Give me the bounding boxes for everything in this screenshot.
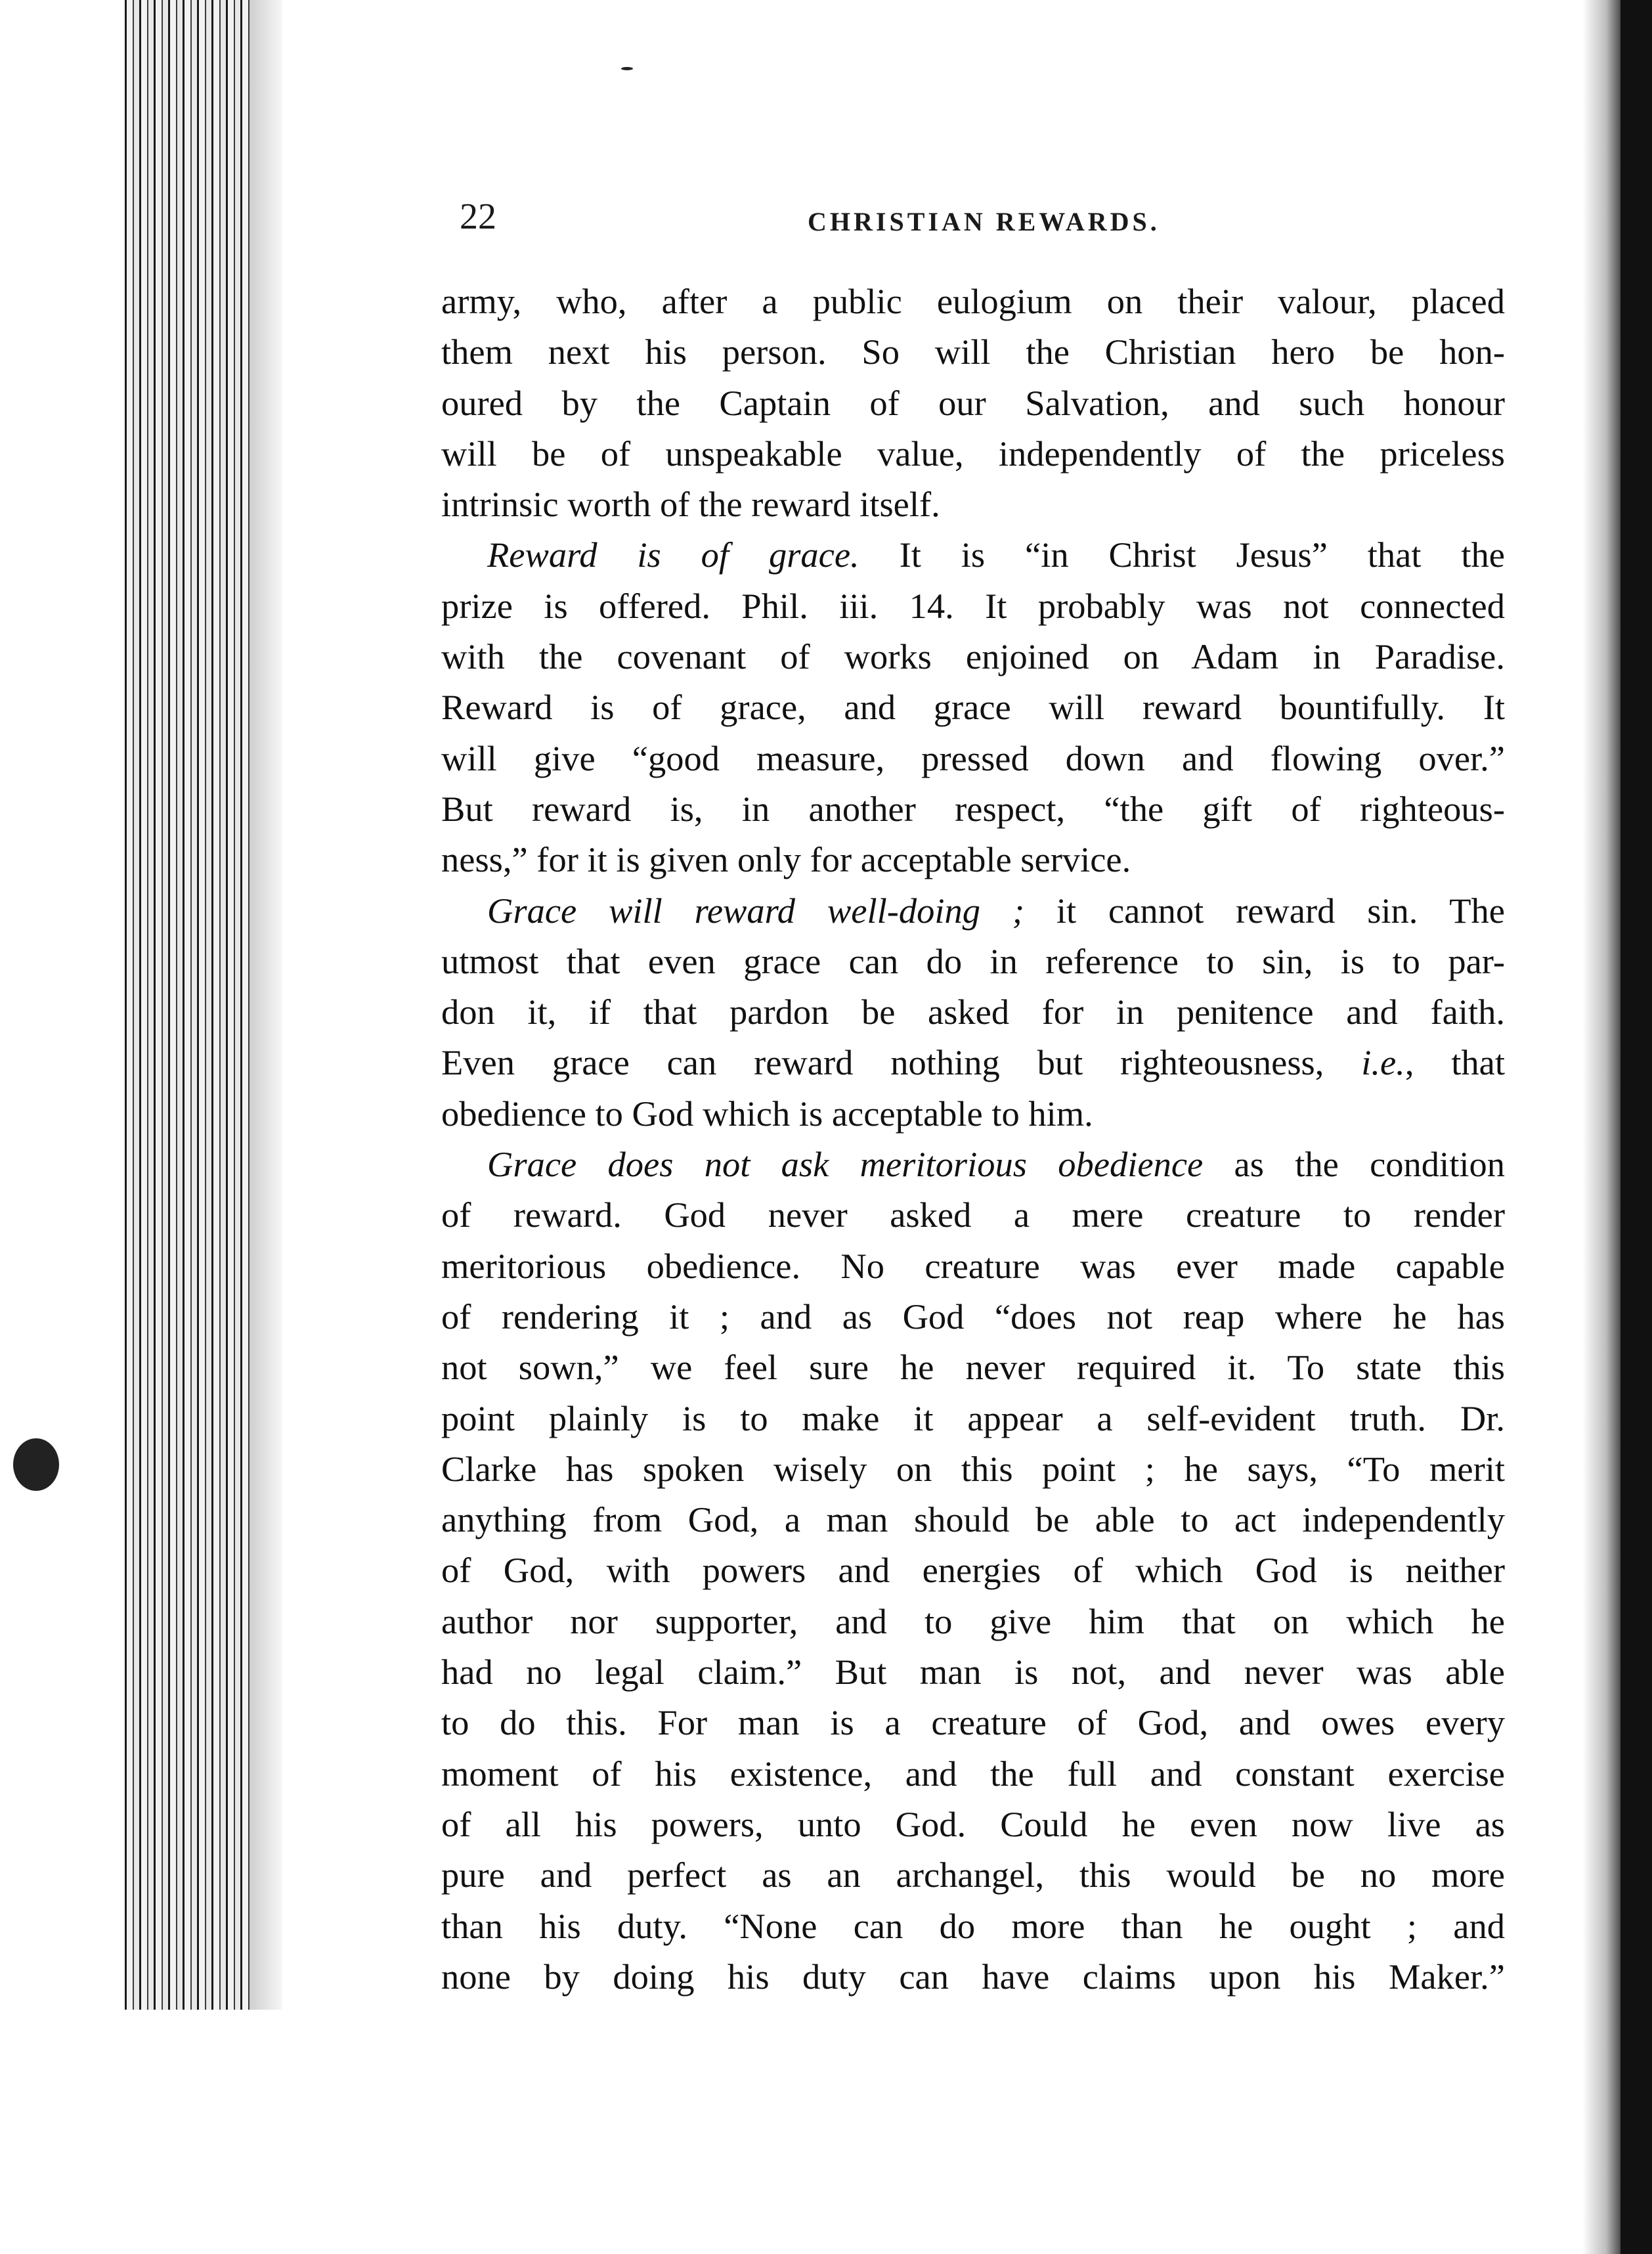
- text-line: not sown,” we feel sure he never required it. To state this: [441, 1347, 1505, 1388]
- text-line: them next his person. So will the Christian hero be hon-: [441, 332, 1505, 372]
- text-line: will give “good measure, pressed down and flowing over.”: [441, 738, 1505, 778]
- ink-speck: [621, 67, 633, 70]
- italic-phrase: Grace does not ask meritorious obedience: [487, 1144, 1204, 1185]
- text-line: Clarke has spoken wisely on this point ; he says, “To merit: [441, 1448, 1505, 1489]
- text-line: intrinsic worth of the reward itself.: [441, 484, 940, 525]
- paragraph-start-line: Reward is of grace. It is “in Christ Jesus” that the: [487, 535, 1505, 575]
- scan-border: [1620, 0, 1652, 2254]
- text-line: oured by the Captain of our Salvation, and such honour: [441, 382, 1505, 423]
- text-line: Even grace can reward nothing but righteousness, i.e., that: [441, 1042, 1505, 1083]
- text-line: don it, if that pardon be asked for in penitence and faith.: [441, 992, 1505, 1032]
- text-line: Reward is of grace, and grace will reward bountifully. It: [441, 687, 1505, 728]
- page-number: 22: [460, 196, 496, 237]
- text-line: moment of his existence, and the full and constant exercise: [441, 1753, 1505, 1794]
- text-line: prize is offered. Phil. iii. 14. It probably was not connected: [441, 585, 1505, 626]
- text-line: ness,” for it is given only for acceptable service.: [441, 839, 1131, 880]
- paragraph-start-line: Grace will reward well-doing ; it cannot reward sin. The: [487, 890, 1505, 931]
- running-title: CHRISTIAN REWARDS.: [808, 207, 1160, 236]
- body-text: [441, 276, 1505, 2002]
- italic-phrase: Reward is of grace.: [487, 535, 859, 575]
- text-line: than his duty. “None can do more than he ought ; and: [441, 1905, 1505, 1946]
- text-line: had no legal claim.” But man is not, and never was able: [441, 1652, 1505, 1692]
- text-line: will be of unspeakable value, independently of the priceless: [441, 433, 1505, 474]
- text-line: of reward. God never asked a mere creature to render: [441, 1195, 1505, 1235]
- text-line: anything from God, a man should be able to act independently: [441, 1499, 1505, 1540]
- text-line: to do this. For man is a creature of God, and owes every: [441, 1702, 1505, 1743]
- italic-phrase: Grace will reward well-doing ;: [487, 890, 1024, 931]
- text-line: But reward is, in another respect, “the gift of righteous-: [441, 788, 1505, 829]
- text-line: with the covenant of works enjoined on Adam in Paradise.: [441, 636, 1505, 677]
- text-line: pure and perfect as an archangel, this would be no more: [441, 1855, 1505, 1895]
- text-line: none by doing his duty can have claims upon his Maker.”: [441, 1956, 1505, 1997]
- paragraph-start-line: Grace does not ask meritorious obedience as the condition: [487, 1144, 1505, 1185]
- text-line: meritorious obedience. No creature was ever made capable: [441, 1245, 1505, 1286]
- text-line: army, who, after a public eulogium on their valour, placed: [441, 281, 1505, 321]
- ink-speck: [13, 1438, 59, 1491]
- text-line: author nor supporter, and to give him that on which he: [441, 1601, 1505, 1641]
- running-head: [460, 197, 1497, 256]
- gutter-shadow: [1582, 0, 1622, 2254]
- text-line: point plainly is to make it appear a self-evident truth. Dr.: [441, 1398, 1505, 1438]
- text-line: of God, with powers and energies of which God is neither: [441, 1550, 1505, 1591]
- text-line: obedience to God which is acceptable to him.: [441, 1093, 1093, 1134]
- text-line: of rendering it ; and as God “does not reap where he has: [441, 1296, 1505, 1337]
- page-edge-bottom-margin: [125, 2010, 282, 2254]
- text-line: of all his powers, unto God. Could he even now live as: [441, 1803, 1505, 1844]
- text-line: utmost that even grace can do in reference to sin, is to par-: [441, 940, 1505, 981]
- italic-phrase: i.e.: [1361, 1042, 1405, 1083]
